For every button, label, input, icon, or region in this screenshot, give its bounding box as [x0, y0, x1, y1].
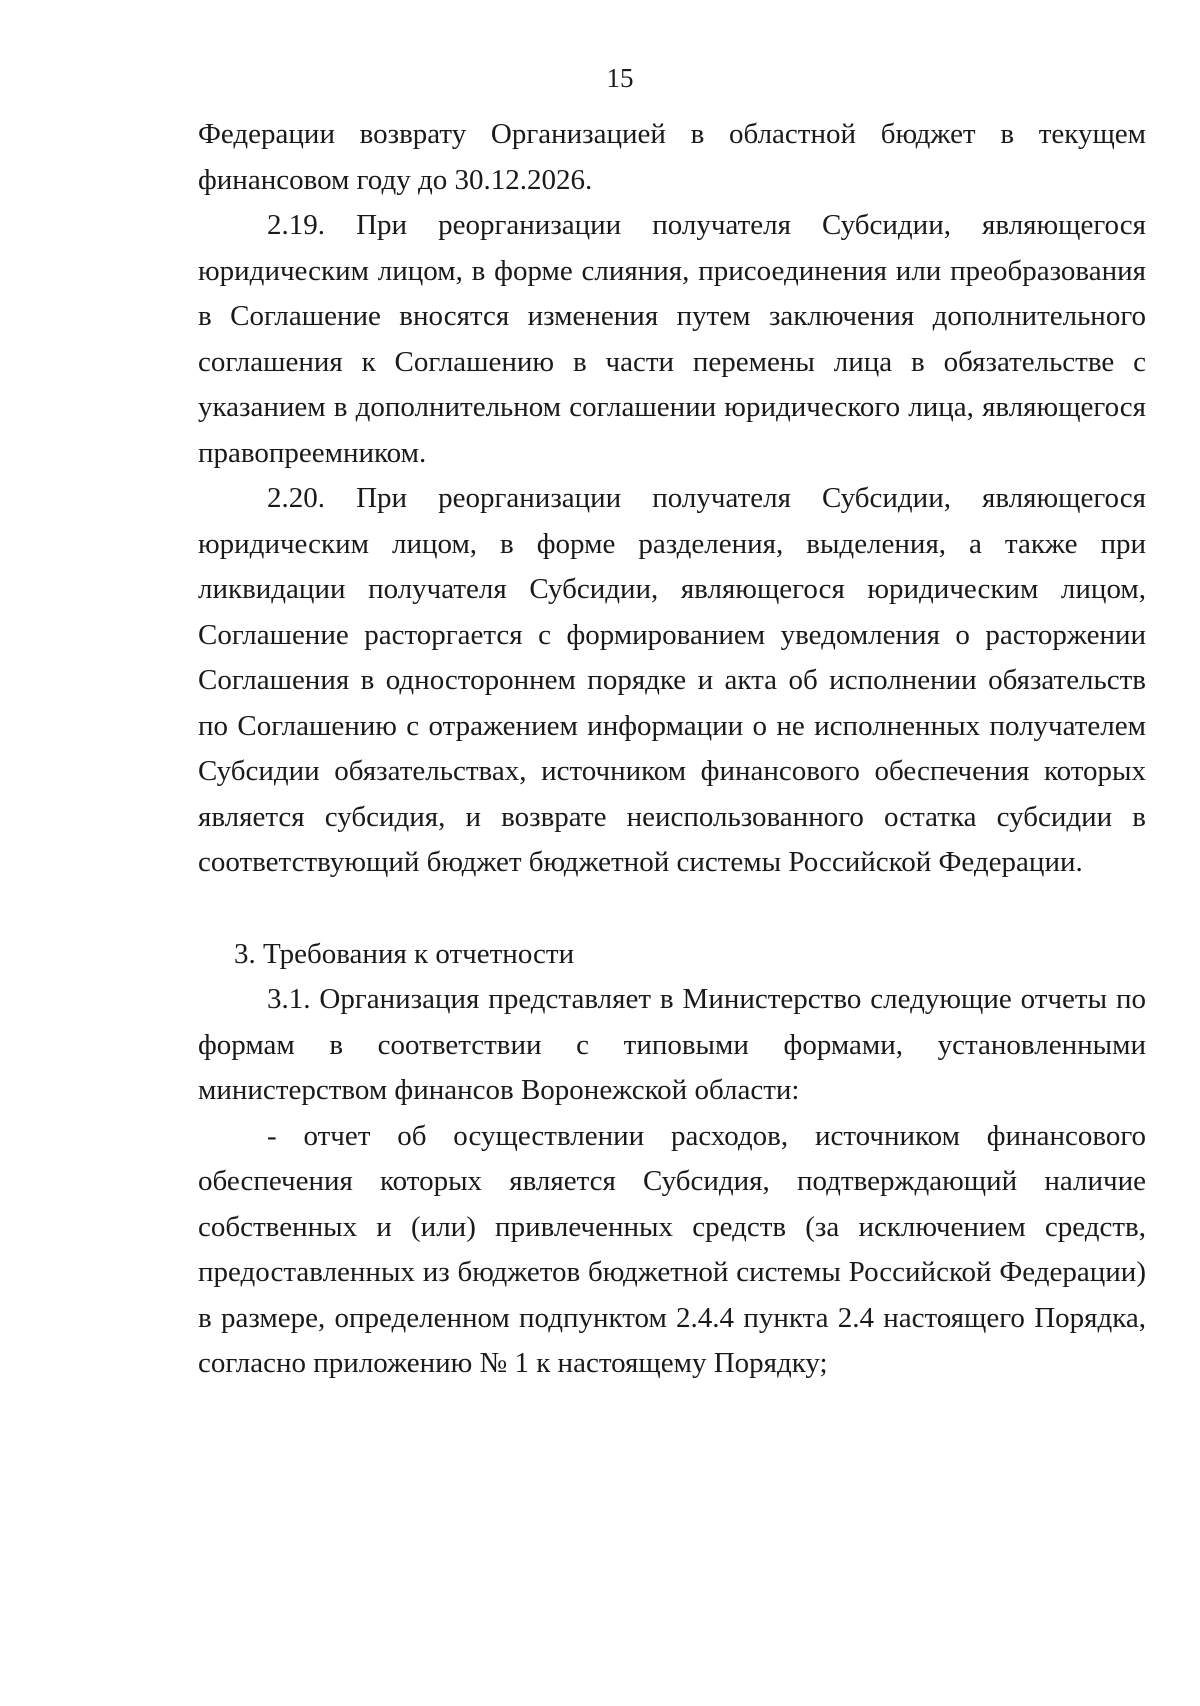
paragraph-2-19: 2.19. При реорганизации получателя Субсидии, являющегося юридическим лицом, в форме слияния, присоединения или преобразования в Соглашение вносятся изменения путем заключения дополнительного соглашения к Соглашению в части перемены лица в обязательстве с указанием в дополнительном соглашении юридического лица, являющегося правопреемником. [198, 209, 1146, 469]
list-item-report: - отчет об осуществлении расходов, источником финансового обеспечения которых является Субсидия, подтверждающий наличие собственных и (или) привлеченных средств (за исключением средств, предоставленных из бюджетов бюджетной системы Российской Федерации) в размере, определенном подпунктом 2.4.4 пункта 2.4 настоящего Порядка, согласно приложению № 1 к настоящему Порядку; [198, 1119, 1146, 1379]
paragraph-3-1: 3.1. Организация представляет в Министерство следующие отчеты по формам в соответствии с типовыми формами, установленными министерством финансов Воронежской области: [198, 983, 1146, 1106]
section-heading-3: 3. Требования к отчетности [234, 937, 575, 970]
document-body [198, 112, 1146, 1387]
paragraph-2-20: 2.20. При реорганизации получателя Субсидии, являющегося юридическим лицом, в форме разделения, выделения, а также при ликвидации получателя Субсидии, являющегося юридическим лицом, Соглашение расторгается с формированием уведомления о расторжении Соглашения в одностороннем порядке и акта об исполнении обязательств по Соглашению с отражением информации о не исполненных получателем Субсидии обязательствах, источником финансового обеспечения которых является субсидия, и возврате неиспользованного остатка субсидии в соответствующий бюджет бюджетной системы Российской Федерации. [198, 482, 1146, 878]
page-number: 15 [606, 63, 634, 93]
paragraph-continuation: Федерации возврату Организацией в областной бюджет в текущем финансовом году до 30.12.2026. [198, 118, 1146, 196]
